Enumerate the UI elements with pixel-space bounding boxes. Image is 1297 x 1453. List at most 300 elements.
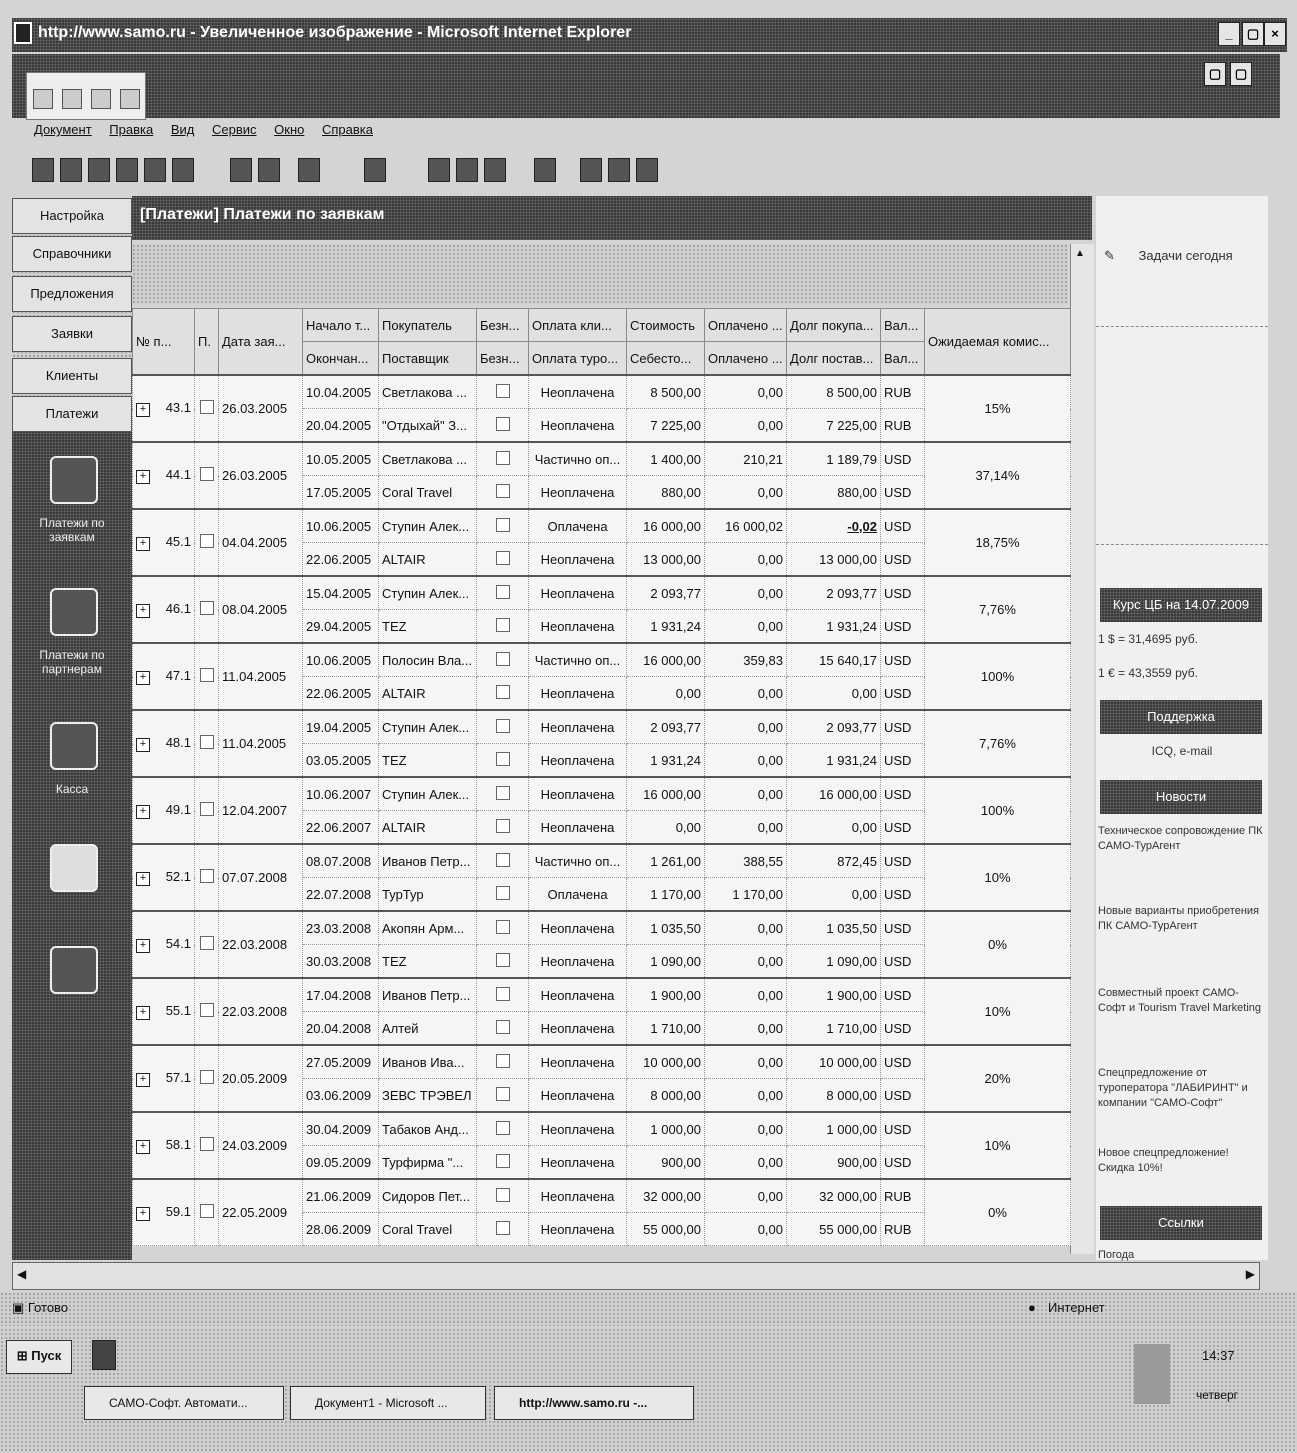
- expected-commission: 10%: [925, 978, 1071, 1045]
- expected-commission: 0%: [925, 1179, 1071, 1246]
- minimize-button[interactable]: _: [1218, 22, 1240, 46]
- cashless-checkbox[interactable]: [477, 442, 529, 476]
- self-cost: 1 090,00: [627, 945, 705, 979]
- col-paid2[interactable]: Оплачено ...: [705, 342, 787, 376]
- print-icon[interactable]: [120, 89, 140, 109]
- paid-client: 0,00: [705, 1112, 787, 1146]
- nav-offers[interactable]: Предложения: [12, 276, 132, 312]
- row-checkbox[interactable]: [195, 777, 219, 844]
- row-number[interactable]: + 59.1: [133, 1179, 195, 1246]
- col-debt-supplier[interactable]: Долг постав...: [787, 342, 881, 376]
- paid-supplier: 0,00: [705, 543, 787, 577]
- cashless-checkbox[interactable]: [477, 1045, 529, 1079]
- buyer-debt: 16 000,00: [787, 777, 881, 811]
- windows-icon: ⊞: [16, 1348, 28, 1363]
- cashless-checkbox[interactable]: [477, 978, 529, 1012]
- cashbox-icon[interactable]: [50, 722, 98, 770]
- nav-clients[interactable]: Клиенты: [12, 358, 132, 394]
- expected-commission: 37,14%: [925, 442, 1071, 509]
- request-date: 07.07.2008: [219, 844, 303, 911]
- refresh-icon[interactable]: [230, 158, 252, 182]
- paid-supplier: 0,00: [705, 677, 787, 711]
- menu-view[interactable]: Вид: [170, 122, 195, 137]
- buyer-debt: 1 189,79: [787, 442, 881, 476]
- cashless-checkbox-2[interactable]: [477, 610, 529, 644]
- supplier: Coral Travel: [379, 1213, 477, 1246]
- cost: 1 900,00: [627, 978, 705, 1012]
- client-payment-status: Неоплачена: [529, 777, 627, 811]
- buyer-debt: 1 035,50: [787, 911, 881, 945]
- supplier: ALTAIR: [379, 811, 477, 845]
- cost: 16 000,00: [627, 643, 705, 677]
- news-item-3[interactable]: Совместный проект САМО-Софт и Tourism Travel Marketing: [1098, 987, 1262, 1014]
- table-row[interactable]: [133, 1179, 1071, 1213]
- table-row[interactable]: [133, 844, 1071, 878]
- buyer: Ступин Алек...: [379, 576, 477, 610]
- tasks-icon: ✎: [1104, 248, 1115, 263]
- supplier: Турфирма "...: [379, 1146, 477, 1180]
- payments-partners-icon[interactable]: [50, 588, 98, 636]
- cost: 1 000,00: [627, 1112, 705, 1146]
- arrow-icon[interactable]: [428, 158, 450, 182]
- more-link[interactable]: Погода: [1098, 1249, 1135, 1261]
- cashless-checkbox-2[interactable]: [477, 1012, 529, 1046]
- expand-icon[interactable]: +: [136, 1207, 150, 1221]
- scroll-right-icon[interactable]: ▶: [1245, 1267, 1255, 1281]
- currency: USD: [881, 710, 925, 744]
- col-supplier[interactable]: Поставщик: [379, 342, 477, 376]
- cashless-checkbox[interactable]: [477, 375, 529, 409]
- paid-client: 0,00: [705, 777, 787, 811]
- expected-commission: 10%: [925, 1112, 1071, 1179]
- links-button[interactable]: Ссылки: [1100, 1206, 1262, 1240]
- nav-label-cashbox[interactable]: Касса: [55, 782, 89, 796]
- payments-icon[interactable]: [50, 456, 98, 504]
- row-checkbox[interactable]: [195, 442, 219, 509]
- expand-icon[interactable]: +: [136, 470, 150, 484]
- icq-email-link[interactable]: ICQ, e-mail: [1151, 744, 1213, 758]
- client-payment-status: Неоплачена: [529, 710, 627, 744]
- nav-requests[interactable]: Заявки: [12, 316, 132, 352]
- table-row[interactable]: [133, 978, 1071, 1012]
- row-checkbox[interactable]: [195, 643, 219, 710]
- supplier-payment-status: Неоплачена: [529, 476, 627, 510]
- paid-client: 0,00: [705, 1179, 787, 1213]
- paid-client: 0,00: [705, 1045, 787, 1079]
- row-number[interactable]: + 46.1: [133, 576, 195, 643]
- buyer: Акопян Арм...: [379, 911, 477, 945]
- row-checkbox[interactable]: [195, 1045, 219, 1112]
- buyer: Сидоров Пет...: [379, 1179, 477, 1213]
- col-selfcost[interactable]: Себесто...: [627, 342, 705, 376]
- rates-button[interactable]: Курс ЦБ на 14.07.2009: [1100, 588, 1262, 622]
- col-num[interactable]: № п...: [133, 309, 195, 376]
- col-cashless2[interactable]: Безн...: [477, 342, 529, 376]
- tour-start: 17.04.2008: [303, 978, 379, 1012]
- row-number[interactable]: + 49.1: [133, 777, 195, 844]
- table-row[interactable]: [133, 643, 1071, 677]
- cashless-checkbox-2[interactable]: [477, 878, 529, 912]
- client-payment-status: Неоплачена: [529, 978, 627, 1012]
- menu-bar: [12, 118, 1102, 144]
- expected-commission: 0%: [925, 911, 1071, 978]
- col-currency2[interactable]: Вал...: [881, 342, 925, 376]
- vertical-scrollbar[interactable]: [1070, 244, 1094, 1254]
- col-paid[interactable]: Оплачено ...: [705, 309, 787, 342]
- expand-icon[interactable]: +: [136, 1073, 150, 1087]
- supplier-payment-status: Неоплачена: [529, 945, 627, 979]
- table-row[interactable]: [133, 1112, 1071, 1146]
- client-payment-status: Неоплачена: [529, 1045, 627, 1079]
- cashless-checkbox[interactable]: [477, 911, 529, 945]
- expand-icon[interactable]: +: [136, 939, 150, 953]
- news-item-4[interactable]: Спецпредложение от туроператора "ЛАБИРИНТ" и компании "САМО-Софт": [1098, 1067, 1248, 1109]
- cashless-checkbox-2[interactable]: [477, 409, 529, 443]
- panel-filter-bar[interactable]: [132, 244, 1068, 304]
- supplier-payment-status: Неоплачена: [529, 744, 627, 778]
- cashless-checkbox-2[interactable]: [477, 677, 529, 711]
- paid-supplier: 0,00: [705, 1213, 787, 1246]
- toolbar: [12, 148, 1102, 190]
- tour-end: 22.06.2005: [303, 677, 379, 711]
- nav-payments-panel: [12, 432, 132, 1260]
- expand-icon[interactable]: +: [136, 671, 150, 685]
- expected-commission: 18,75%: [925, 509, 1071, 576]
- row-number[interactable]: + 52.1: [133, 844, 195, 911]
- paid-client: 359,83: [705, 643, 787, 677]
- cashless-checkbox[interactable]: [477, 509, 529, 543]
- tray-icons[interactable]: [1134, 1344, 1170, 1404]
- nav-label-payments-partners[interactable]: Платежи по партнерам: [39, 648, 105, 676]
- paid-client: 0,00: [705, 576, 787, 610]
- close-button[interactable]: ×: [1264, 22, 1286, 46]
- cost: 8 500,00: [627, 375, 705, 409]
- expand-icon[interactable]: +: [136, 1140, 150, 1154]
- client-payment-status: Оплачена: [529, 509, 627, 543]
- exchange-icon[interactable]: [50, 946, 98, 994]
- cashless-checkbox[interactable]: [477, 777, 529, 811]
- expected-commission: 20%: [925, 1045, 1071, 1112]
- row-number[interactable]: + 57.1: [133, 1045, 195, 1112]
- expected-commission: 100%: [925, 777, 1071, 844]
- row-checkbox[interactable]: [195, 844, 219, 911]
- request-date: 26.03.2005: [219, 375, 303, 442]
- tour-end: 22.06.2005: [303, 543, 379, 577]
- row-number[interactable]: + 48.1: [133, 710, 195, 777]
- supplier: TEZ: [379, 945, 477, 979]
- expand-icon[interactable]: +: [136, 403, 150, 417]
- table-row[interactable]: [133, 576, 1071, 610]
- col-buyer[interactable]: Покупатель: [379, 309, 477, 342]
- self-cost: 7 225,00: [627, 409, 705, 443]
- support-button[interactable]: Поддержка: [1100, 700, 1262, 734]
- cost: 2 093,77: [627, 576, 705, 610]
- col-debt-buyer[interactable]: Долг покупа...: [787, 309, 881, 342]
- buyer-debt: 872,45: [787, 844, 881, 878]
- row-number[interactable]: + 55.1: [133, 978, 195, 1045]
- self-cost: 1 170,00: [627, 878, 705, 912]
- buyer-debt: 8 500,00: [787, 375, 881, 409]
- currency-2: USD: [881, 878, 925, 912]
- menu-service[interactable]: Сервис: [212, 122, 257, 137]
- scroll-up-icon[interactable]: ▲: [1075, 248, 1085, 259]
- buyer: Ступин Алек...: [379, 777, 477, 811]
- expand-icon[interactable]: +: [136, 738, 150, 752]
- tour-start: 10.06.2005: [303, 509, 379, 543]
- paid-supplier: 1 170,00: [705, 878, 787, 912]
- col-start[interactable]: Начало т...: [303, 309, 379, 342]
- col-currency[interactable]: Вал...: [881, 309, 925, 342]
- row-checkbox[interactable]: [195, 375, 219, 442]
- col-p[interactable]: П.: [195, 309, 219, 376]
- table-row[interactable]: [133, 710, 1071, 744]
- supplier-payment-status: Неоплачена: [529, 543, 627, 577]
- col-date[interactable]: Дата зая...: [219, 309, 303, 376]
- cashless-checkbox[interactable]: [477, 710, 529, 744]
- task-word[interactable]: Документ1 - Microsoft ...: [290, 1386, 486, 1420]
- row-number[interactable]: + 47.1: [133, 643, 195, 710]
- cashless-checkbox-2[interactable]: [477, 1213, 529, 1246]
- usd-rate: 1 $ = 31,4695 руб.: [1098, 632, 1198, 646]
- cashless-checkbox-2[interactable]: [477, 945, 529, 979]
- eur-rate: 1 € = 43,3559 руб.: [1098, 666, 1198, 680]
- request-date: 11.04.2005: [219, 710, 303, 777]
- supplier-debt: 880,00: [787, 476, 881, 510]
- table-row[interactable]: [133, 1045, 1071, 1079]
- currency: USD: [881, 509, 925, 543]
- panel-header: [132, 196, 1092, 240]
- row-checkbox[interactable]: [195, 911, 219, 978]
- currency: USD: [881, 1045, 925, 1079]
- news-item-2[interactable]: Новые варианты приобретения ПК САМО-ТурАгент: [1098, 905, 1259, 932]
- cashless-checkbox[interactable]: [477, 643, 529, 677]
- status-ready: Готово: [27, 1300, 69, 1315]
- cut-icon[interactable]: [88, 158, 110, 182]
- col-commission[interactable]: Ожидаемая комис...: [925, 309, 1071, 376]
- window-title: http://www.samo.ru - Увеличенное изображение - Microsoft Internet Explorer: [38, 24, 632, 41]
- currency: USD: [881, 1112, 925, 1146]
- row-number[interactable]: + 54.1: [133, 911, 195, 978]
- menu-edit[interactable]: Правка: [109, 122, 154, 137]
- row-checkbox[interactable]: [195, 576, 219, 643]
- row-number[interactable]: + 44.1: [133, 442, 195, 509]
- cashless-checkbox-2[interactable]: [477, 744, 529, 778]
- cost: 10 000,00: [627, 1045, 705, 1079]
- currency: USD: [881, 777, 925, 811]
- panel-title: [Платежи] Платежи по заявкам: [140, 206, 385, 223]
- paid-supplier: 0,00: [705, 811, 787, 845]
- cashless-checkbox-2[interactable]: [477, 1146, 529, 1180]
- tour-start: 08.07.2008: [303, 844, 379, 878]
- supplier-debt: 0,00: [787, 811, 881, 845]
- view1-icon[interactable]: [580, 158, 602, 182]
- currency: USD: [881, 442, 925, 476]
- horizontal-scrollbar[interactable]: [12, 1262, 1260, 1290]
- client-payment-status: Неоплачена: [529, 576, 627, 610]
- expected-commission: 100%: [925, 643, 1071, 710]
- row-checkbox[interactable]: [195, 1112, 219, 1179]
- currency: USD: [881, 911, 925, 945]
- buyer: Светлакова ...: [379, 375, 477, 409]
- buyer-debt: -0,02: [787, 509, 881, 543]
- news-item-5[interactable]: Новое спецпредложение! Скидка 10%!: [1098, 1147, 1229, 1174]
- client-payment-status: Частично оп...: [529, 643, 627, 677]
- expand-icon[interactable]: +: [136, 1006, 150, 1020]
- supplier-payment-status: Неоплачена: [529, 1012, 627, 1046]
- col-end[interactable]: Окончан...: [303, 342, 379, 376]
- scroll-left-icon[interactable]: ◀: [17, 1267, 27, 1281]
- currency: USD: [881, 844, 925, 878]
- print-preview-icon[interactable]: [364, 158, 386, 182]
- col-cashless[interactable]: Безн...: [477, 309, 529, 342]
- tools-icon[interactable]: [144, 158, 166, 182]
- nav-directories[interactable]: Справочники: [12, 236, 132, 272]
- cashless-checkbox[interactable]: [477, 844, 529, 878]
- buyer-debt: 10 000,00: [787, 1045, 881, 1079]
- app-restore-icon[interactable]: ▢: [1204, 62, 1226, 86]
- table-row[interactable]: [133, 442, 1071, 476]
- supplier-debt: 8 000,00: [787, 1079, 881, 1113]
- self-cost: 0,00: [627, 677, 705, 711]
- delete-icon[interactable]: [60, 158, 82, 182]
- row-number[interactable]: + 43.1: [133, 375, 195, 442]
- col-pay-supplier[interactable]: Оплата туро...: [529, 342, 627, 376]
- reports-icon[interactable]: [50, 844, 98, 892]
- copy-icon[interactable]: [116, 158, 138, 182]
- quicklaunch-icon[interactable]: [92, 1340, 116, 1370]
- chart-icon[interactable]: [484, 158, 506, 182]
- currency-2: RUB: [881, 1213, 925, 1246]
- currency: USD: [881, 643, 925, 677]
- ie-icon: [14, 22, 32, 44]
- expand-icon[interactable]: +: [136, 872, 150, 886]
- menu-help[interactable]: Справка: [322, 122, 373, 137]
- buyer: Иванов Петр...: [379, 978, 477, 1012]
- request-date: 20.05.2009: [219, 1045, 303, 1112]
- paid-supplier: 0,00: [705, 1146, 787, 1180]
- client-payment-status: Неоплачена: [529, 375, 627, 409]
- table-row[interactable]: [133, 509, 1071, 543]
- task-samo[interactable]: САМО-Софт. Автомати...: [84, 1386, 284, 1420]
- news-button[interactable]: Новости: [1100, 780, 1262, 814]
- paid-supplier: 0,00: [705, 409, 787, 443]
- self-cost: 8 000,00: [627, 1079, 705, 1113]
- filter-icon[interactable]: [258, 158, 280, 182]
- request-date: 08.04.2005: [219, 576, 303, 643]
- row-checkbox[interactable]: [195, 1179, 219, 1246]
- clock-time: 14:37: [1202, 1348, 1235, 1363]
- paid-supplier: 0,00: [705, 744, 787, 778]
- tour-start: 23.03.2008: [303, 911, 379, 945]
- view3-icon[interactable]: [636, 158, 658, 182]
- save-icon[interactable]: [33, 89, 53, 109]
- col-cost[interactable]: Стоимость: [627, 309, 705, 342]
- nav-payments[interactable]: Платежи: [12, 396, 132, 432]
- tour-start: 27.05.2009: [303, 1045, 379, 1079]
- cashless-checkbox-2[interactable]: [477, 543, 529, 577]
- cashless-checkbox[interactable]: [477, 576, 529, 610]
- view2-icon[interactable]: [608, 158, 630, 182]
- tour-end: 22.07.2008: [303, 878, 379, 912]
- tour-start: 10.05.2005: [303, 442, 379, 476]
- col-pay-client[interactable]: Оплата кли...: [529, 309, 627, 342]
- supplier: ALTAIR: [379, 677, 477, 711]
- supplier-debt: 55 000,00: [787, 1213, 881, 1246]
- currency: RUB: [881, 1179, 925, 1213]
- expand-icon[interactable]: +: [136, 604, 150, 618]
- nav-label-payments-requests[interactable]: Платежи по заявкам: [39, 516, 105, 544]
- report-icon[interactable]: [456, 158, 478, 182]
- table-row[interactable]: [133, 375, 1071, 409]
- supplier-debt: 1 931,24: [787, 610, 881, 644]
- supplier: "Отдыхай" З...: [379, 409, 477, 443]
- row-checkbox[interactable]: [195, 978, 219, 1045]
- expand-icon[interactable]: +: [136, 537, 150, 551]
- client-payment-status: Частично оп...: [529, 442, 627, 476]
- buyer: Полосин Вла...: [379, 643, 477, 677]
- supplier: TEZ: [379, 744, 477, 778]
- maximize-button[interactable]: ▢: [1242, 22, 1264, 46]
- undo-icon[interactable]: [62, 89, 82, 109]
- export-icon[interactable]: [298, 158, 320, 182]
- news-item-1[interactable]: Техническое сопровождение ПК САМО-ТурАгент: [1098, 825, 1263, 852]
- start-button[interactable]: ⊞ Пуск: [6, 1340, 72, 1374]
- cashless-checkbox[interactable]: [477, 1179, 529, 1213]
- tour-start: 10.06.2007: [303, 777, 379, 811]
- menu-document[interactable]: Документ: [34, 122, 92, 137]
- table-row[interactable]: [133, 911, 1071, 945]
- task-ie[interactable]: http://www.samo.ru -...: [494, 1386, 694, 1420]
- tour-end: 17.05.2005: [303, 476, 379, 510]
- pointer-icon[interactable]: [172, 158, 194, 182]
- tour-start: 19.04.2005: [303, 710, 379, 744]
- cashless-checkbox-2[interactable]: [477, 1079, 529, 1113]
- redo-icon[interactable]: [91, 89, 111, 109]
- self-cost: 900,00: [627, 1146, 705, 1180]
- menu-window[interactable]: Окно: [274, 122, 305, 137]
- supplier-debt: 13 000,00: [787, 543, 881, 577]
- supplier-debt: 1 931,24: [787, 744, 881, 778]
- row-checkbox[interactable]: [195, 509, 219, 576]
- row-checkbox[interactable]: [195, 710, 219, 777]
- supplier-debt: 1 090,00: [787, 945, 881, 979]
- nav-settings[interactable]: Настройка: [12, 198, 132, 234]
- cashless-checkbox-2[interactable]: [477, 811, 529, 845]
- cashless-checkbox[interactable]: [477, 1112, 529, 1146]
- request-date: 04.04.2005: [219, 509, 303, 576]
- expected-commission: 7,76%: [925, 576, 1071, 643]
- cashless-checkbox-2[interactable]: [477, 476, 529, 510]
- supplier-debt: 900,00: [787, 1146, 881, 1180]
- paid-client: 0,00: [705, 710, 787, 744]
- supplier-payment-status: Неоплачена: [529, 1079, 627, 1113]
- clock-day: четверг: [1196, 1388, 1238, 1402]
- settings-icon[interactable]: [534, 158, 556, 182]
- new-icon[interactable]: [32, 158, 54, 182]
- expand-icon[interactable]: +: [136, 805, 150, 819]
- buyer: Иванов Петр...: [379, 844, 477, 878]
- buyer: Ступин Алек...: [379, 509, 477, 543]
- supplier-payment-status: Неоплачена: [529, 409, 627, 443]
- globe-icon: ●: [1028, 1300, 1036, 1315]
- table-row[interactable]: [133, 777, 1071, 811]
- app-maximize-icon[interactable]: ▢: [1230, 62, 1252, 86]
- row-number[interactable]: + 45.1: [133, 509, 195, 576]
- row-number[interactable]: + 58.1: [133, 1112, 195, 1179]
- tour-start: 30.04.2009: [303, 1112, 379, 1146]
- supplier: Алтей: [379, 1012, 477, 1046]
- tasks-today-link[interactable]: Задачи сегодня: [1138, 248, 1233, 263]
